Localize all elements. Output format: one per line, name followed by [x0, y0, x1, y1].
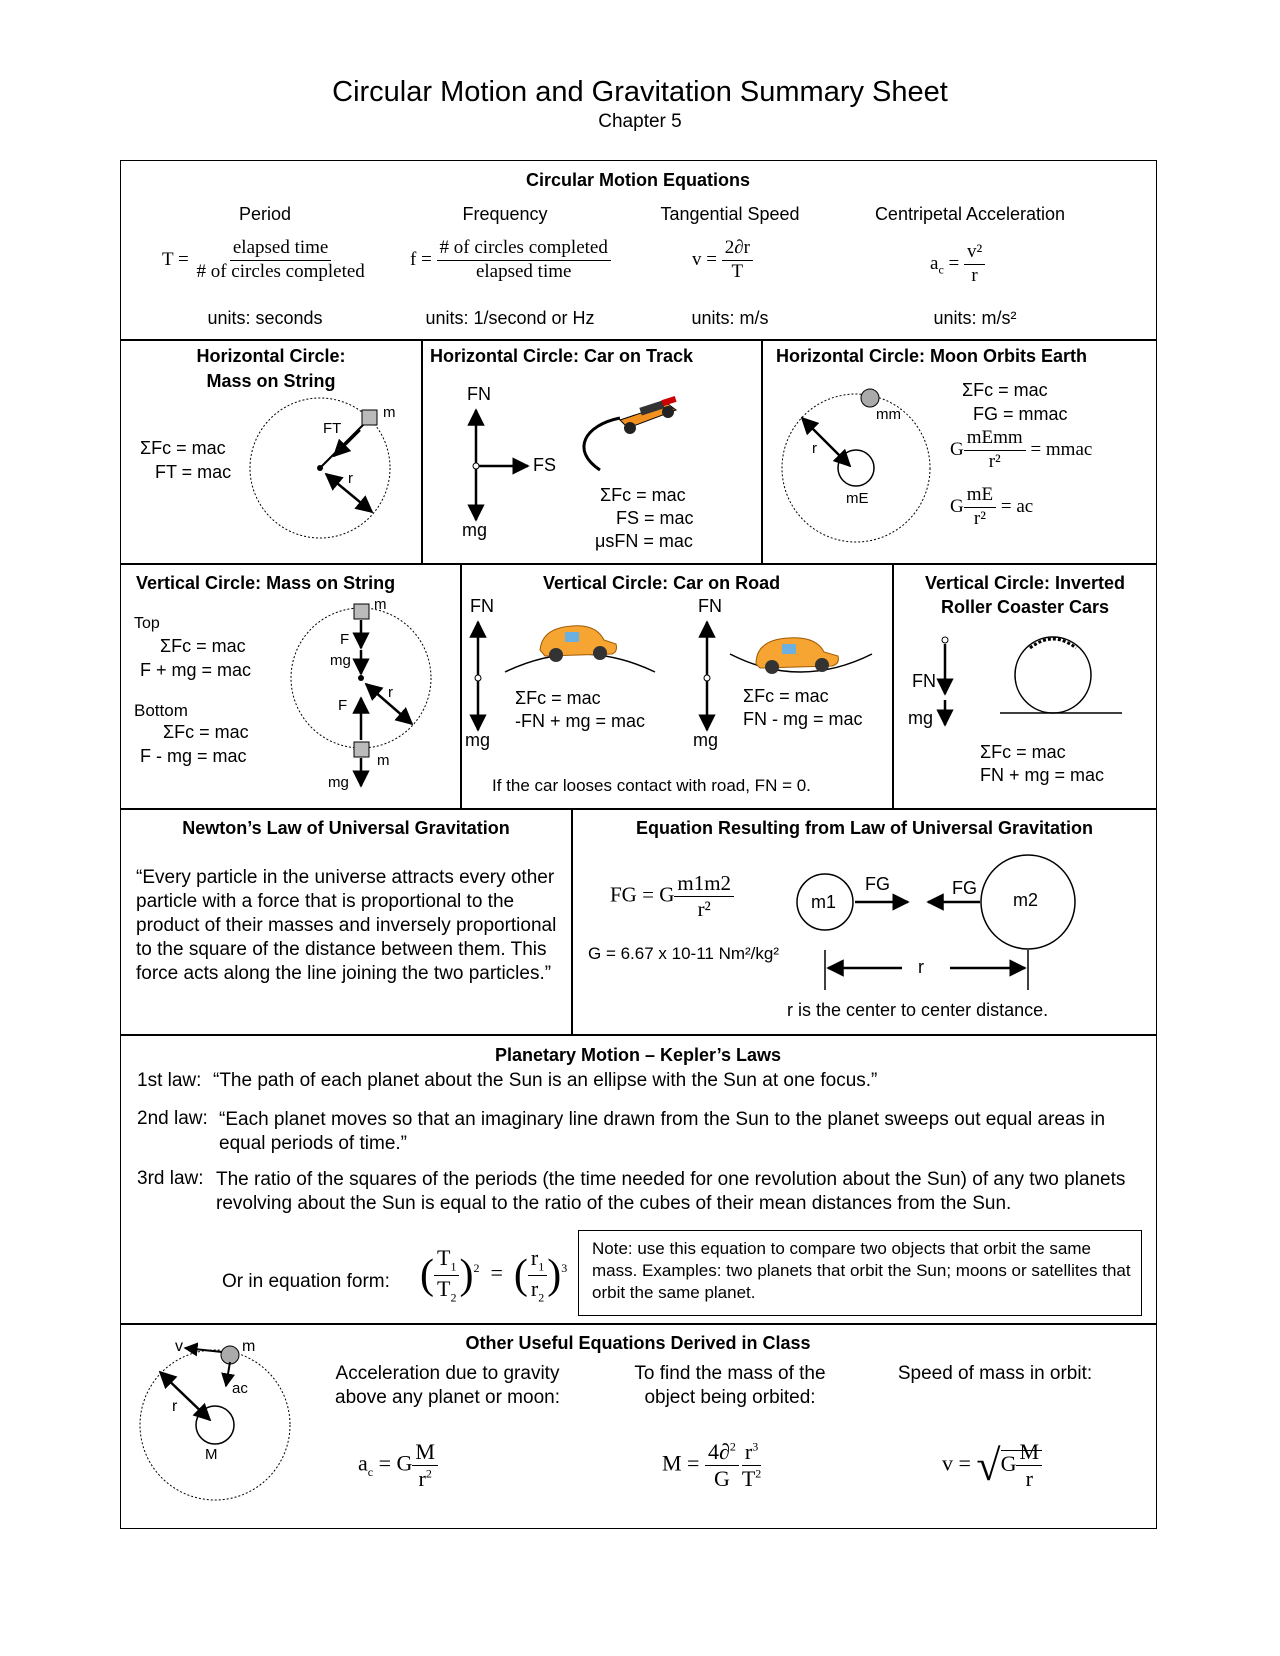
- hmass-title-2: Mass on String: [206, 371, 336, 391]
- period-units: units: seconds: [207, 308, 323, 328]
- ugrav-fg-1: FG: [865, 874, 890, 894]
- orbiting-mass: [221, 1346, 239, 1364]
- vmass-top-m: m: [374, 596, 387, 613]
- vcoaster-title-2: Roller Coaster Cars: [940, 597, 1110, 617]
- vcar-note: If the car looses contact with road, FN = 0.: [492, 776, 811, 795]
- kepler-law-3: The ratio of the squares of the periods (the time needed for one revolution about the Sun) of any two planets revolving about the Sun is equal to the ratio of the cubes of their mean distances from the Sun.: [216, 1169, 1126, 1214]
- vmass-top-eq-2: F + mg = mac: [140, 660, 252, 680]
- vcoaster-eq-2: FN + mg = mac: [980, 765, 1105, 785]
- other-col-1: Acceleration due to gravity above any planet or moon:: [335, 1363, 560, 1408]
- hmass-title-1: Horizontal Circle:: [196, 346, 346, 366]
- hmass-label-r: r: [348, 470, 353, 487]
- vcar-eq-2b: FN - mg = mac: [743, 709, 863, 729]
- frequency-label: Frequency: [462, 204, 548, 224]
- accel-arrow: [226, 1362, 230, 1386]
- kepler-law-2: “Each planet moves so that an imaginary line drawn from the Sun to the planet sweeps out equal areas in equal periods of time.”: [219, 1109, 1106, 1154]
- other-label-ac: ac: [232, 1380, 248, 1397]
- gravity-accel-equation: $a_c = G$ $\frac{M}{r^2}$: [358, 1440, 438, 1491]
- kepler-law-1: “The path of each planet about the Sun is an ellipse with the Sun at one focus.”: [213, 1070, 878, 1091]
- accel-units: units: m/s²: [933, 308, 1017, 328]
- vcar-title: Vertical Circle: Car on Road: [543, 573, 781, 593]
- vcoaster-fn: FN: [912, 671, 936, 691]
- ugrav-m1: m1: [811, 892, 837, 912]
- ugrav-heading: Equation Resulting from Law of Universal Gravitation: [635, 818, 1094, 838]
- hcar-eq-1: ΣFc = mac: [600, 485, 686, 505]
- vmass-bot-eq-1: ΣFc = mac: [163, 722, 249, 742]
- hcar-title: Horizontal Circle: Car on Track: [430, 346, 694, 366]
- newton-quote: “Every particle in the universe attracts every other particle with a force that is proportional to the product of their masses and inversely proportional to the square of the distance between them. This force acts along the line joining the two particles.”: [136, 867, 557, 984]
- other-col-3: Speed of mass in orbit:: [897, 1363, 1093, 1384]
- frequency-units: units: 1/second or Hz: [425, 308, 595, 328]
- hmass-label-ft: FT: [323, 420, 342, 437]
- hmass-eq-2: FT = mac: [155, 462, 232, 482]
- other-label-M: M: [205, 1446, 218, 1463]
- newton-heading: Newton’s Law of Universal Gravitation: [182, 818, 510, 838]
- kepler-note: Note: use this equation to compare two objects that orbit the same mass. Examples: two planets that orbit the Sun; moons or satellites that orbit the same planet.: [592, 1239, 1131, 1302]
- vcar-mg-1: mg: [465, 730, 491, 750]
- hmoon-label-mm: mm: [876, 406, 901, 423]
- kepler-eq-form: Or in equation form:: [222, 1271, 390, 1292]
- other-label-m: m: [242, 1338, 256, 1355]
- hcar-eq-3: μsFN = mac: [595, 531, 693, 551]
- speed-units: units: m/s: [691, 308, 769, 328]
- page-title: Circular Motion and Gravitation Summary Sheet: [332, 76, 948, 108]
- vcar-mg-2: mg: [693, 730, 719, 750]
- other-col-2: To find the mass of the object being orbited:: [634, 1363, 826, 1408]
- hcar-eq-2: FS = mac: [616, 508, 694, 528]
- hmoon-title: Horizontal Circle: Moon Orbits Earth: [776, 346, 1088, 366]
- frequency-equation: f = $\frac{\text{\# of circles completed}}{\text{elapsed time}}$: [410, 238, 611, 283]
- vcoaster-title-1: Vertical Circle: Inverted: [924, 573, 1126, 593]
- hmoon-eq-2: FG = mmac: [973, 404, 1068, 424]
- page-subtitle: Chapter 5: [598, 111, 682, 132]
- vmass-title: Vertical Circle: Mass on String: [136, 573, 396, 593]
- vmass-label-r: r: [388, 684, 393, 701]
- vmass-bot-eq-2: F - mg = mac: [140, 746, 247, 766]
- velocity-arrow: [185, 1348, 222, 1352]
- hcar-mg: mg: [462, 520, 488, 540]
- hmass-label-m: m: [383, 404, 396, 421]
- vmass-bot-f: F: [338, 697, 348, 714]
- speed-equation: v = $\frac{2\partial r}{T}$: [692, 238, 753, 283]
- vcar-eq-2a: ΣFc = mac: [743, 686, 829, 706]
- accel-label: Centripetal Acceleration: [874, 204, 1066, 224]
- vmass-top-f: F: [340, 631, 350, 648]
- hmoon-label-r: r: [812, 440, 817, 457]
- hmoon-eq-3: G $\frac{\text{mEmm}}{\text{r²}}$ = mmac: [950, 427, 1093, 472]
- ugrav-r-note: r is the center to center distance.: [787, 1000, 1049, 1020]
- kepler-law-3-label: 3rd law:: [137, 1168, 204, 1189]
- hcar-fn: FN: [467, 384, 491, 404]
- kepler-law-1-label: 1st law:: [137, 1070, 202, 1091]
- hcar-fs: FS: [533, 455, 557, 475]
- period-label: Period: [238, 204, 292, 224]
- other-label-v: v: [175, 1338, 183, 1355]
- vmass-bot-mg: mg: [328, 774, 349, 791]
- circular-heading: Circular Motion Equations: [525, 170, 750, 190]
- kepler-third-law-equation: ( $\frac{T_1}{T_2}$ )$^2$ = ( $\frac{r_1}{r_2}$ )$^3$: [420, 1245, 568, 1304]
- vmass-bottom: Bottom: [134, 701, 188, 720]
- orbited-mass-equation: M = $\frac{4\partial^2}{G}$ $\frac{r^3}{T^2}$: [662, 1439, 762, 1492]
- vmass-top: Top: [134, 615, 160, 632]
- period-equation: T = $\frac{\text{elapsed time}}{\text{\# of circles completed}}$: [162, 237, 365, 282]
- hmoon-eq-1: ΣFc = mac: [962, 380, 1048, 400]
- accel-equation: $a_c$ = $\frac{\text{v²}}{r}$: [930, 242, 985, 287]
- vcar-eq-1a: ΣFc = mac: [515, 688, 601, 708]
- hmoon-eq-4: G $\frac{mE}{\text{r²}}$ = ac: [950, 484, 1034, 529]
- kepler-law-2-label: 2nd law:: [137, 1108, 208, 1129]
- ugrav-fg-2: FG: [952, 878, 977, 898]
- hmoon-label-me: mE: [846, 490, 869, 507]
- ugrav-r: r: [918, 957, 924, 977]
- vmass-bot-m: m: [377, 752, 390, 769]
- speed-label: Tangential Speed: [660, 204, 800, 224]
- vcoaster-mg: mg: [908, 708, 934, 728]
- vcar-eq-1b: -FN + mg = mac: [515, 711, 646, 731]
- vcar-fn-2: FN: [698, 596, 722, 616]
- orbit-radius-arrow: [160, 1372, 210, 1420]
- ugrav-equation: FG = G $\frac{m1m2}{\text{r²}}$: [610, 872, 734, 921]
- orbital-speed-equation: v = √G $\frac{M}{r}$: [942, 1440, 1042, 1491]
- other-label-r: r: [172, 1398, 178, 1415]
- hmass-eq-1: ΣFc = mac: [140, 438, 226, 458]
- vcoaster-eq-1: ΣFc = mac: [980, 742, 1066, 762]
- vcar-fn-1: FN: [470, 596, 494, 616]
- vmass-top-eq-1: ΣFc = mac: [160, 636, 246, 656]
- kepler-heading: Planetary Motion – Kepler’s Laws: [494, 1045, 782, 1065]
- other-heading: Other Useful Equations Derived in Class: [465, 1333, 811, 1353]
- vmass-top-mg: mg: [330, 652, 351, 669]
- ugrav-gconst: G = 6.67 x 10-11 Nm²/kg²: [588, 944, 780, 963]
- ugrav-m2: m2: [1013, 890, 1039, 910]
